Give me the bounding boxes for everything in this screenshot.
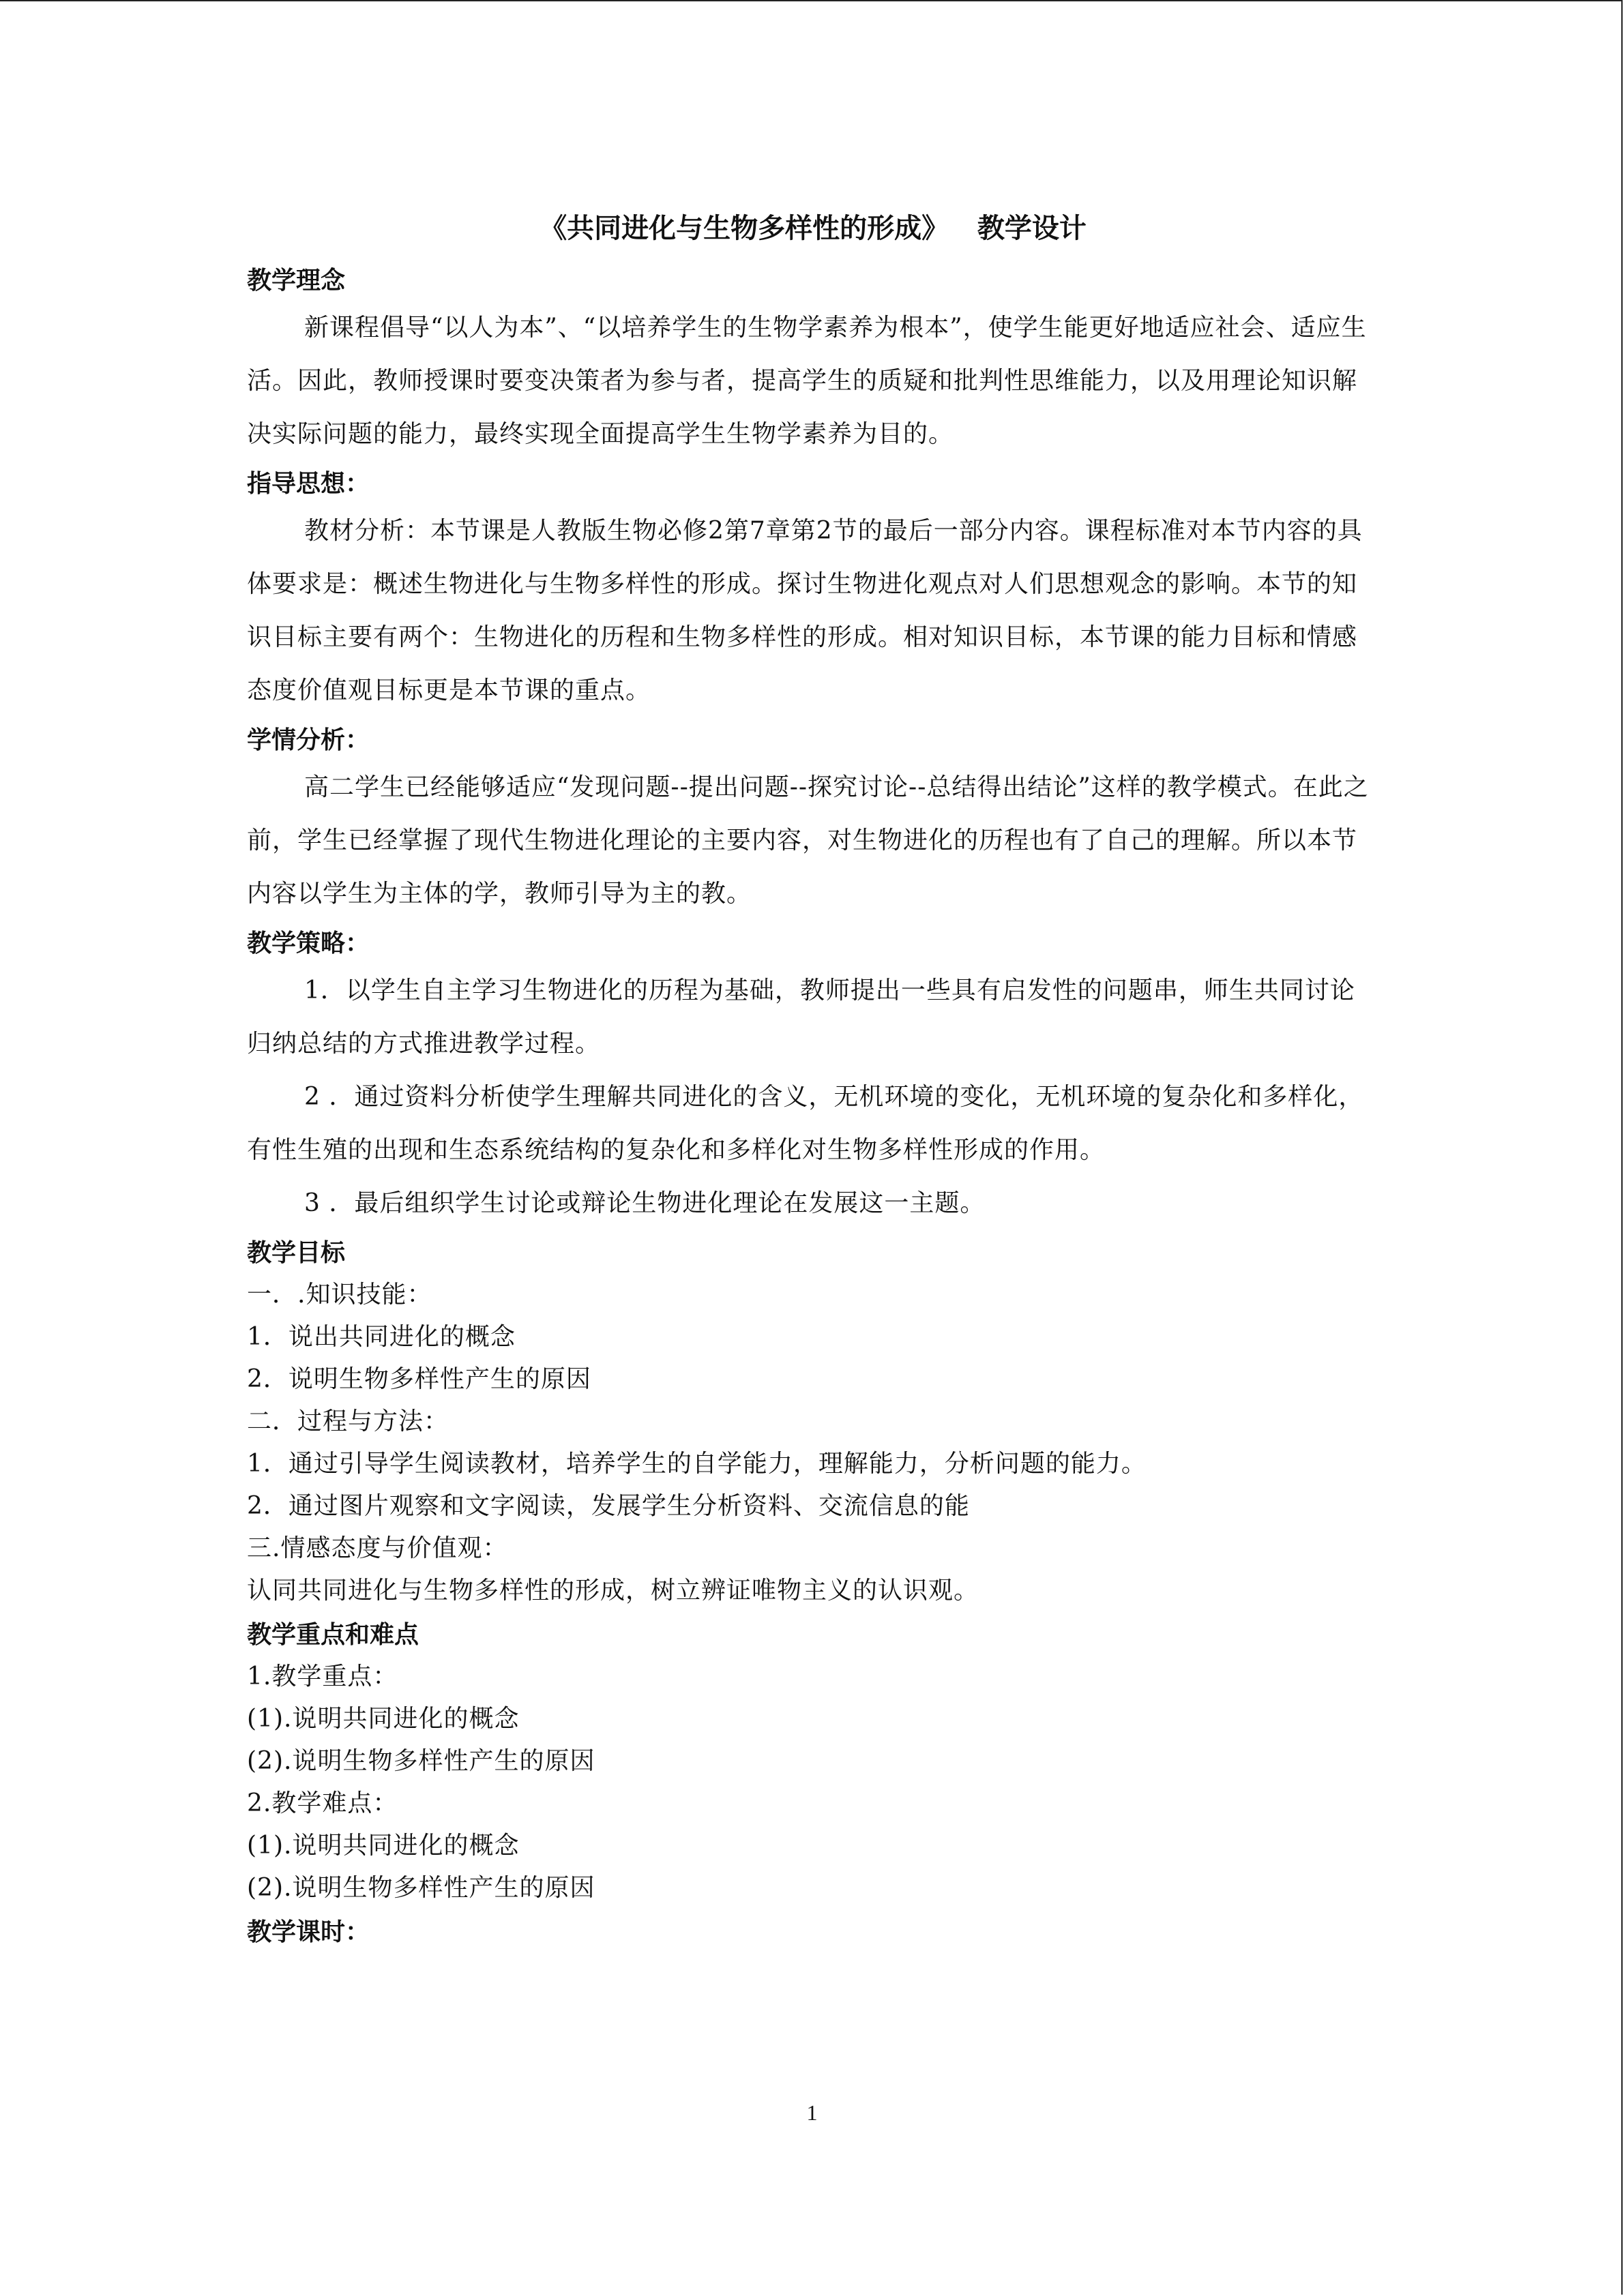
key-point-line: (1).说明共同进化的概念 — [247, 1705, 520, 1733]
objective-line: 二．过程与方法： — [247, 1407, 449, 1435]
heading-guiding: 指导思想： — [247, 470, 370, 498]
key-point-line: 1.教学重点： — [247, 1663, 398, 1690]
strategy-item: 3 ．最后组织学生讨论或辩论生物进化理论在发展这一主题。 — [304, 1189, 986, 1217]
objective-line: 2．通过图片观察和文字阅读，发展学生分析资料、交流信息的能 — [247, 1492, 970, 1520]
objective-line: 三.情感态度与价值观： — [247, 1534, 508, 1562]
page-number: 1 — [806, 2100, 818, 2125]
heading-strategy: 教学策略： — [247, 929, 370, 957]
strategy-item: 1．以学生自主学习生物进化的历程为基础，教师提出一些具有启发性的问题串，师生共同讨论归纳总结的方式推进教学过程。 — [247, 976, 1355, 1058]
heading-key-points: 教学重点和难点 — [247, 1621, 419, 1649]
key-point-line: (1).说明共同进化的概念 — [247, 1832, 520, 1860]
document-page — [247, 205, 1379, 1953]
heading-objectives: 教学目标 — [247, 1239, 346, 1267]
objective-line: 认同共同进化与生物多样性的形成，树立辨证唯物主义的认识观。 — [247, 1577, 979, 1605]
heading-learners: 学情分析： — [247, 726, 370, 754]
paragraph-learners: 高二学生已经能够适应“发现问题--提出问题--探究讨论--总结得出结论”这样的教学模式。在此之前，学生已经掌握了现代生物进化理论的主要内容，对生物进化的历程也有了自己的理解。所以本节内容以学生为主体的学，教师引导为主的教。 — [247, 773, 1369, 908]
objective-line: 1．通过引导学生阅读教材，培养学生的自学能力，理解能力，分析问题的能力。 — [247, 1450, 1147, 1478]
key-point-line: (2).说明生物多样性产生的原因 — [247, 1747, 595, 1775]
objective-line: 一．.知识技能： — [247, 1281, 432, 1309]
paragraph-philosophy: 新课程倡导“以人为本”、“以培养学生的生物学素养为根本”，使学生能更好地适应社会、适应生活。因此，教师授课时要变决策者为参与者，提高学生的质疑和批判性思维能力，以及用理论知识解决实际问题的能力，最终实现全面提高学生生物学素养为目的。 — [247, 314, 1367, 448]
objective-line: 1．说出共同进化的概念 — [247, 1323, 516, 1351]
document-title: 《共同进化与生物多样性的形成》 教学设计 — [540, 213, 1087, 244]
objective-line: 2．说明生物多样性产生的原因 — [247, 1365, 591, 1393]
key-point-line: (2).说明生物多样性产生的原因 — [247, 1874, 595, 1902]
paragraph-guiding: 教材分析：本节课是人教版生物必修2第7章第2节的最后一部分内容。课程标准对本节内容的具体要求是：概述生物进化与生物多样性的形成。探讨生物进化观点对人们思想观念的影响。本节的知识目标主要有两个：生物进化的历程和生物多样性的形成。相对知识目标，本节课的能力目标和情感态度价值观目标更是本节课的重点。 — [247, 517, 1363, 704]
heading-philosophy: 教学理念 — [247, 267, 346, 295]
key-point-line: 2.教学难点： — [247, 1789, 398, 1817]
heading-hours: 教学课时： — [247, 1918, 370, 1946]
strategy-item: 2 ．通过资料分析使学生理解共同进化的含义，无机环境的变化，无机环境的复杂化和多样化，有性生殖的出现和生态系统结构的复杂化和多样化对生物多样性形成的作用。 — [247, 1083, 1364, 1164]
